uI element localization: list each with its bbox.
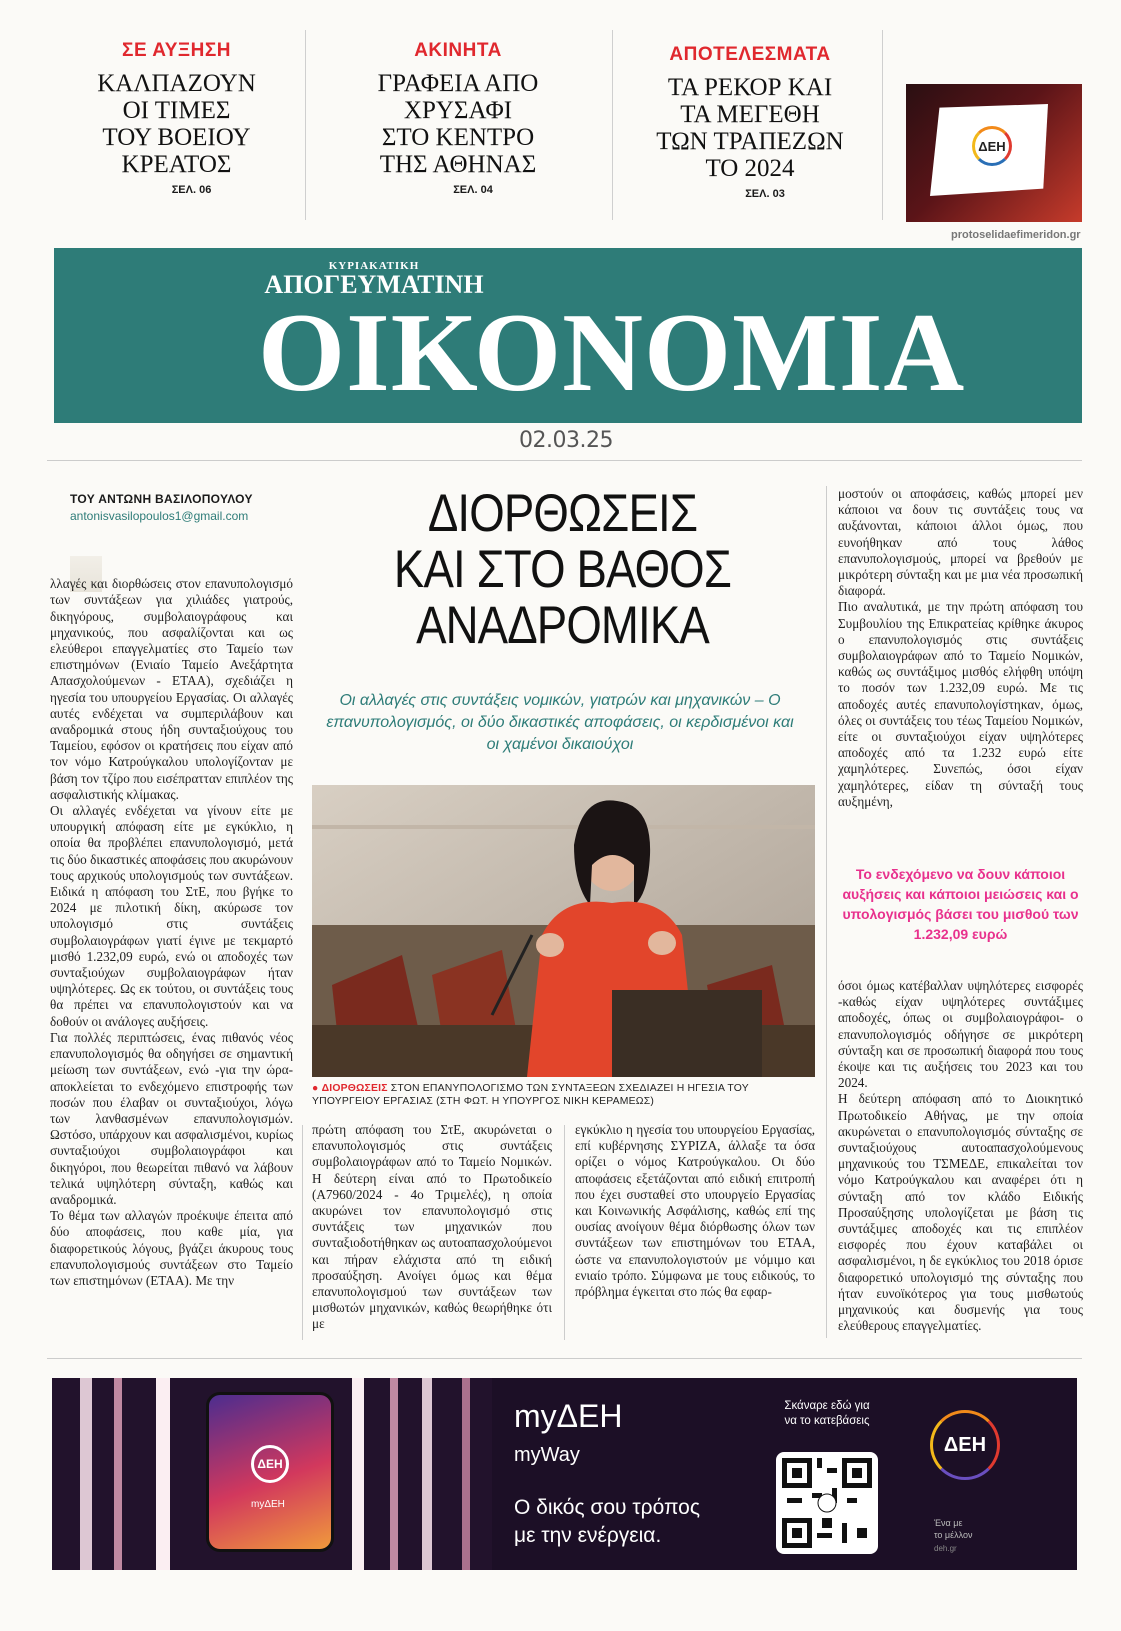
article-column-4b: όσοι όμως κατέβαλλαν υψηλότερες εισφορές -καθώς είχαν υψηλότερες συντάξιμες αποδοχές, όπως οι συμβολαιογράφοι- ο επανυπολογισμός οδήγησε σε μικρότερη σύνταξη και σε προσωπική διαφορά που τους έκοψε και τις αυξήσεις του 2023 και του 2024. Η δεύτερη απόφαση από το Διοικητικό Πρωτοδικείο Αθήνας, με την οποία ακυρώνεται ο επανυπολογισμός σύνταξης σε συνταξιούχους αυτοαπασχολούμενους μηχανικούς του ΤΣΜΕΔΕ, επικαλείται τον νόμο Κατρούγκαλου και αναφέρει ότι η σύνταξη από τον κλάδο Ειδικής Προσαύξησης υπολογίζεται με βάση τις συντάξιμες αποδοχές και τις επιπλέον εισφορές που έχουν καταβάλει οι ασφαλισμένοι, η δε εγκύκλιος του 2018 όρισε διαφορετικό υπολογισμό της σύνταξης που ήταν ευνοϊκότερος για τους μισθωτούς μηχανικούς και δυσμενής για τους ελεύθερους επαγγελματίες. bbox=[838, 978, 1083, 1334]
divider bbox=[882, 30, 883, 220]
masthead-pre: ΚΥΡΙΑΚΑΤΙΚΗ bbox=[328, 260, 420, 272]
phone-mockup bbox=[206, 1392, 334, 1552]
teaser-beef-prices[interactable] bbox=[84, 40, 269, 196]
author-email[interactable]: antonisvasilopoulos1@gmail.com bbox=[70, 509, 249, 523]
ad-motto-line2: το μέλλον bbox=[934, 1530, 973, 1540]
divider bbox=[612, 30, 613, 220]
article-photo bbox=[312, 785, 815, 1077]
column-rule bbox=[826, 486, 827, 1338]
qr-code[interactable] bbox=[776, 1452, 878, 1554]
article-column-4a: μοστούν οι αποφάσεις, καθώς μπορεί μεν κάποιοι να δουν τις συντάξεις τους να αυξάνονται, κάποιοι άλλοι όμως, που ευνοήθηκαν από τους λάθος επανυπολογισμούς, μπορεί να βρεθούν με μικρότερη σύνταξη και με μια νέα προσωπική διαφορά. Πιο αναλυτικά, με την πρώτη απόφαση του Συμβουλίου της Επικρατείας κρίθηκε άκυρος ο επανυπολογισμός στις συντάξεις συμβολαιογράφων από το Ταμείο Νομικών, καθώς ως συντάξιμος μισθός ελήφθη υπόψη το ποσόν των 1.232,09 ευρώ. Με τις αποδοχές αυτές επανυπολογίστηκαν, όμως, όλες οι συντάξεις του τέως Ταμείου Νομικών, είτε οι συνταξιούχοι είχαν υψηλότερες αποδοχές από τα 1.232 ευρώ είτε χαμηλότερες. Συνεπώς, όσοι είχαν χαμηλότερες, είδαν τη σύνταξή τους αυξημένη, bbox=[838, 486, 1083, 809]
mydeh-app-ad[interactable] bbox=[52, 1378, 1077, 1570]
scan-prompt-line1: Σκάναρε εδώ για bbox=[784, 1400, 870, 1412]
article-column-2: πρώτη απόφαση του ΣτΕ, ακυρώνεται ο επανυπολογισμός στις συντάξεις συμβολαιογράφων από το Ταμείο Νομικών. Η δεύτερη είναι από το Πρωτοδικείο (Α7960/2024 - 4ο Τριμελές), η οποία ακυρώνει τον επανυπολογισμό στις συντάξεις των μηχανικών που συνταξιοδοτήθηκαν ως αυτοαπασχολούμενοι και πήραν ελάχιστα από τη ειδική προσαύξηση. Ανοίγει όμως και θέμα επανυπολογισμού των συντάξεων των μισθωτών μηχανικών, καθώς θεωρήθηκε ότι με bbox=[312, 1122, 552, 1332]
teaser-headline: ΓΡΑΦΕΙΑ ΑΠΟ ΧΡΥΣΑΦΙ ΣΤΟ ΚΕΝΤΡΟ ΤΗΣ ΑΘΗΝΑΣ bbox=[377, 70, 539, 178]
teaser-page-ref: ΣΕΛ. 03 bbox=[745, 188, 785, 200]
divider bbox=[305, 30, 306, 220]
ad-slogan-line2: με την ενέργεια. bbox=[514, 1524, 662, 1547]
source-site: protoselidaefimeridon.gr bbox=[951, 229, 1081, 241]
column-rule bbox=[302, 1125, 303, 1340]
teaser-banks[interactable] bbox=[645, 44, 855, 200]
divider bbox=[47, 460, 1082, 461]
teaser-kicker: ΣΕ ΑΥΞΗΣΗ bbox=[122, 40, 231, 61]
deh-small-ad[interactable] bbox=[906, 84, 1082, 222]
teaser-headline: ΤΑ ΡΕΚΟΡ ΚΑΙ ΤΑ ΜΕΓΕΘΗ ΤΩΝ ΤΡΑΠΕΖΩΝ ΤΟ 2024 bbox=[656, 74, 844, 182]
teaser-page-ref: ΣΕΛ. 06 bbox=[171, 184, 212, 196]
teaser-kicker: ΑΠΟΤΕΛΕΣΜΑΤΑ bbox=[669, 44, 831, 65]
masthead-paper: ΑΠΟΓΕΥΜΑΤΙΝΗ bbox=[264, 270, 484, 299]
masthead-section: ΟΙΚΟΝΟΜΙΑ bbox=[258, 291, 966, 415]
divider bbox=[47, 1358, 1082, 1359]
deh-logo-icon: ΔΕΗ bbox=[251, 1445, 289, 1483]
author-byline: ΤΟΥ ΑΝΤΩΝΗ ΒΑΣΙΛΟΠΟΥΛΟΥ bbox=[70, 492, 253, 506]
ad-tagline: myWay bbox=[514, 1444, 580, 1466]
article-headline: ΔΙΟΡΘΩΣΕΙΣ ΚΑΙ ΣΤΟ ΒΑΘΟΣ ΑΝΑΔΡΟΜΙΚΑ bbox=[393, 484, 732, 655]
teaser-real-estate[interactable] bbox=[358, 40, 558, 196]
qr-pattern-icon bbox=[782, 1458, 872, 1548]
phone-label: myΔΕΗ bbox=[251, 1499, 285, 1510]
article-column-3: εγκύκλιο η ηγεσία του υπουργείου Εργασίας, επί κυβέρνησης ΣΥΡΙΖΑ, άλλαξε τα όσα ορίζει ο νόμος Κατρούγκαλου. Οι δύο αποφάσεις εξετάζονται από ειδική επιτροπή που έχει συσταθεί στο υπουργείο Εργασίας και Κοινωνικής Ασφάλισης, καθώς επί της ουσίας ανοίγουν θέμα διόρθωσης όλων των συντάξεων των επιστημόνων του ΕΤΑΑ, ώστε να επανυπολογιστούν με νόμιμο και ενιαίο τρόπο. Σύμφωνα με τους ειδικούς, το πρόβλημα έγκειται στο πώς θα εφαρ- bbox=[575, 1122, 815, 1300]
deh-logo-icon: ΔΕΗ bbox=[930, 1410, 1000, 1480]
teaser-page-ref: ΣΕΛ. 04 bbox=[453, 184, 493, 196]
section-masthead bbox=[54, 248, 1082, 423]
column-rule bbox=[564, 1125, 565, 1340]
teaser-headline: ΚΑΛΠΑΖΟΥΝ ΟΙ ΤΙΜΕΣ ΤΟΥ ΒΟΕΙΟΥ ΚΡΕΑΤΟΣ bbox=[97, 70, 256, 178]
teaser-kicker: ΑΚΙΝΗΤΑ bbox=[414, 40, 502, 61]
article-column-1: λλαγές και διορθώσεις στον επανυπολογισμό των συντάξεων για χιλιάδες γιατρούς, δικηγόρους, συμβολαιογράφους και μηχανικούς, που ασφαλίζονται και ως ελεύθεροι επαγγελματίες στο Ταμείο των επιστημόνων (Ενιαίο Ταμείο Ανεξάρτητα Απασχολούμενων - ΕΤΑΑ), σχεδιάζει η ηγεσία του υπουργείου Εργασίας. Οι αλλαγές αυτές ενδέχεται να συμπεριλάβουν και αναδρομικά στους ήδη συνταξιούχους του Ταμείου, εφόσον οι κρατήσεις που είχαν από τον νόμο Κατρούγκαλου υπολογίζονταν με βάση τον τζίρο που εισέπρατταν επιπλέον της ασφαλιστικής κλίμακας. Οι αλλαγές ενδέχεται να γίνουν είτε με υπουργική απόφαση είτε με εγκύκλιο, η οποία θα προβλέπει επανυπολογισμό, μετά τις δύο δικαστικές αποφάσεις που ακυρώνουν τους αρχικούς υπολογισμούς των συντάξεων. Ειδικά η απόφαση του ΣτΕ, που βγήκε το 2024 με πιλοτική δίκη, ακύρωσε τον υπολογισμό στις συντάξεις συμβολαιογράφων γιατί έγινε με τεκμαρτό μισθό 1.232,09 ευρώ, ενώ οι αποδοχές των συνταξιούχων συμβολαιογράφων ήταν υψηλότερες. Ως εκ τούτου, οι συντάξεις τους θα πρέπει να επανυπολογιστούν και να δοθούν οι ανάλογες αυξήσεις. Για πολλές περιπτώσεις, ένας πιθανός νέος επανυπολογισμός θα οδηγήσει σε σημαντική μείωση των συντάξεων, ενώ -για την ώρα- αποκλείεται το ενδεχόμενο επιστροφής των ποσών που έλαβαν οι συνταξιούχοι, λόγω των λανθασμένων επανυπολογισμών. Ωστόσο, υπάρχουν και ασφαλισμένοι, κυρίως συνταξιούχοι συμβολαιογράφοι και δικηγόροι, που θεωρείται πιθανό να λάβουν τελικά υψηλότερη σύνταξη, καθώς και αναδρομικά. Το θέμα των αλλαγών προέκυψε έπειτα από δύο αποφάσεις, που καθε μία, για διαφορετικούς λόγους, βγάζει άκυρους τους επανυπολογισμούς συντάξεων στο Ταμείο των επιστημόνων (ΕΤΑΑ). Με την bbox=[50, 576, 293, 1288]
ad-slogan-line1: Ο δικός σου τρόπος bbox=[514, 1496, 700, 1519]
scan-prompt-line2: να το κατεβάσεις bbox=[784, 1415, 870, 1427]
pull-quote: Το ενδεχόμενο να δουν κάποιοι αυξήσεις και κάποιοι μειώσεις και ο υπολογισμός βάσει του μισθού των 1.232,09 ευρώ bbox=[842, 866, 1079, 942]
deh-logo-icon: ΔΕΗ bbox=[972, 126, 1012, 166]
parliament-scene-image bbox=[312, 785, 815, 1077]
issue-date: 02.03.25 bbox=[519, 428, 613, 453]
ad-brand: myΔΕΗ bbox=[514, 1398, 623, 1434]
photo-caption: ● ΔΙΟΡΘΩΣΕΙΣ ΣΤΟΝ ΕΠΑΝΥΠΟΛΟΓΙΣΜΟ ΤΩΝ ΣΥΝΤΑΞΕΩΝ ΣΧΕΔΙΑΖΕΙ Η ΗΓΕΣΙΑ ΤΟΥ ΥΠΟΥΡΓΕΙΟΥ ΕΡΓΑΣΙΑΣ (ΣΤΗ ΦΩΤ. Η ΥΠΟΥΡΓΟΣ ΝΙΚΗ ΚΕΡΑΜΕΩΣ) bbox=[312, 1083, 749, 1107]
ad-url: deh.gr bbox=[934, 1544, 957, 1553]
ad-motto-line1: Ένα με bbox=[934, 1518, 963, 1528]
article-subhead: Οι αλλαγές στις συντάξεις νομικών, γιατρών και μηχανικών – Ο επανυπολογισμός, οι δύο δικαστικές αποφάσεις, οι κερδισμένοι και οι χαμένοι δικαιούχοι bbox=[326, 692, 794, 753]
